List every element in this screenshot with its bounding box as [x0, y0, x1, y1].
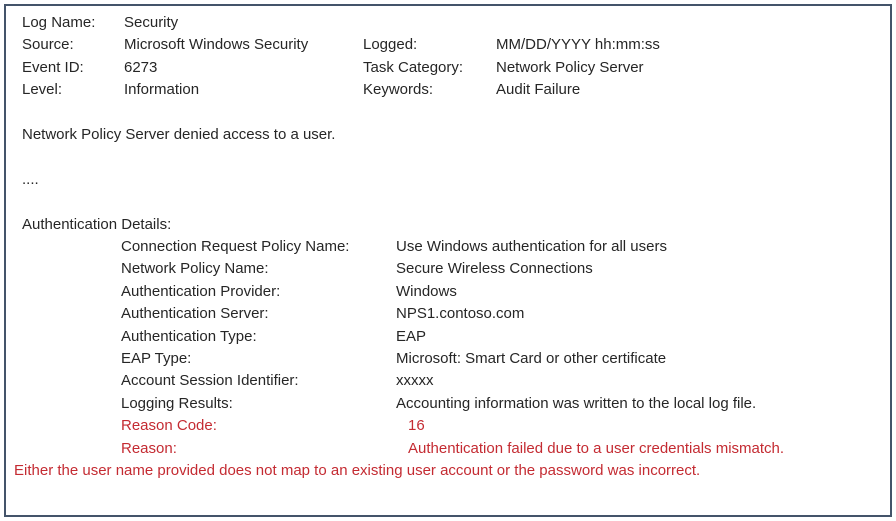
header-row — [22, 12, 876, 34]
event-id-value: 6273 — [124, 58, 158, 76]
detail-row — [22, 393, 876, 415]
logged-label: Logged: — [363, 36, 418, 54]
detail-label: Reason: — [121, 439, 177, 457]
event-log-panel — [4, 4, 892, 517]
keywords-label: Keywords: — [363, 81, 434, 99]
log-name-label: Log Name: — [22, 14, 96, 31]
detail-row — [22, 303, 876, 325]
task-category-value: Network Policy Server — [496, 58, 644, 76]
source-label: Source: — [22, 36, 74, 54]
error-explanation-text: Either the user name provided does not map to an existing user account or the password was incorrect. — [14, 462, 701, 480]
detail-label: Reason Code: — [121, 417, 217, 435]
level-label: Level: — [22, 81, 63, 99]
detail-value: NPS1.contoso.com — [396, 305, 525, 323]
detail-row — [22, 370, 876, 392]
detail-label: Network Policy Name: — [121, 260, 269, 278]
header-row — [22, 57, 876, 79]
detail-value: Microsoft: Smart Card or other certificate — [396, 350, 667, 368]
header-row — [22, 79, 876, 101]
detail-value: Windows — [396, 282, 457, 300]
logged-value: MM/DD/YYYY hh:mm:ss — [496, 36, 660, 54]
authentication-details-title: Authentication Details: — [22, 215, 172, 233]
detail-row — [22, 258, 876, 280]
detail-row — [22, 348, 876, 370]
detail-row — [22, 281, 876, 303]
event-description: Network Policy Server denied access to a user. — [22, 126, 336, 144]
header-row — [22, 34, 876, 56]
detail-label: EAP Type: — [121, 350, 192, 368]
detail-label: Account Session Identifier: — [121, 372, 299, 390]
source-value: Microsoft Windows Security — [124, 36, 309, 54]
header-spacer — [496, 12, 876, 34]
level-value: Information — [124, 81, 200, 99]
detail-value: Secure Wireless Connections — [396, 260, 593, 278]
detail-row — [22, 438, 876, 460]
event-header — [22, 12, 876, 102]
detail-row — [22, 415, 876, 437]
detail-value: 16 — [408, 417, 425, 435]
detail-label: Connection Request Policy Name: — [121, 238, 350, 256]
event-id-label: Event ID: — [22, 58, 84, 76]
keywords-value: Audit Failure — [496, 81, 581, 99]
detail-value: Accounting information was written to the local log file. — [396, 394, 757, 412]
details-list — [22, 236, 876, 460]
detail-label: Authentication Server: — [121, 305, 269, 323]
detail-value: EAP — [396, 327, 427, 345]
detail-value: Authentication failed due to a user credentials mismatch. — [408, 439, 785, 457]
detail-value: xxxxx — [396, 372, 434, 390]
header-spacer — [363, 12, 496, 34]
detail-label: Authentication Type: — [121, 327, 257, 345]
detail-row — [22, 326, 876, 348]
ellipsis-line: .... — [22, 170, 39, 188]
detail-label: Logging Results: — [121, 394, 233, 412]
detail-row — [22, 236, 876, 258]
log-name-value: Security — [124, 14, 179, 31]
detail-label: Authentication Provider: — [121, 282, 281, 300]
task-category-label: Task Category: — [363, 58, 464, 76]
detail-value: Use Windows authentication for all users — [396, 238, 667, 256]
